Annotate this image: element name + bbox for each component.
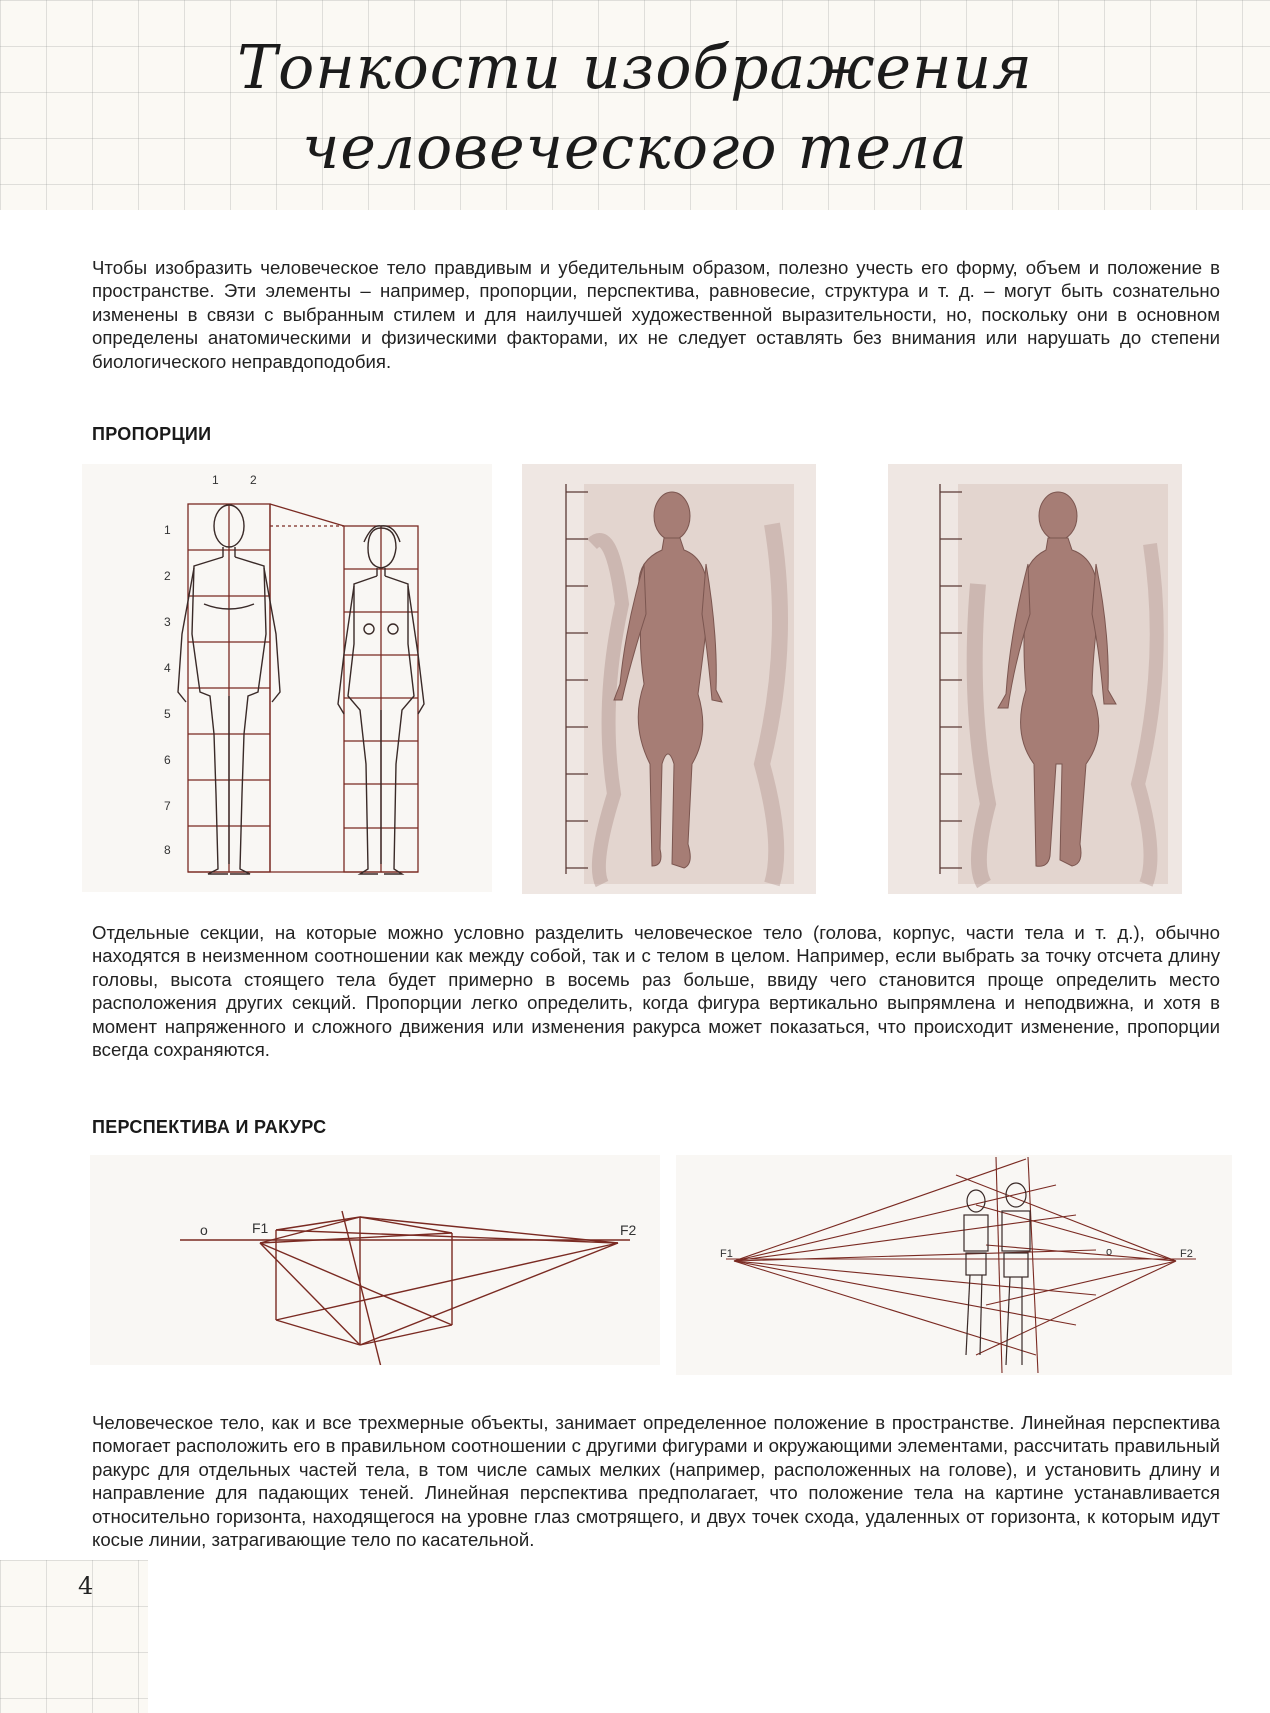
row-label: 1 <box>164 523 171 537</box>
section-heading-perspective: ПЕРСПЕКТИВА И РАКУРС <box>92 1117 327 1137</box>
vanishing-point-left-label: F1 <box>252 1220 269 1236</box>
front-figure-svg <box>522 464 816 894</box>
title-line-2: человеческого тела <box>302 113 968 183</box>
row-label: 6 <box>164 753 171 767</box>
page-title <box>0 28 1270 188</box>
section-heading-proportions: ПРОПОРЦИИ <box>92 424 212 444</box>
vanishing-point-right-label: F2 <box>1180 1248 1193 1260</box>
back-figure-painting <box>888 464 1182 894</box>
perspective-figures-diagram <box>676 1155 1232 1375</box>
row-label: 3 <box>164 615 171 629</box>
vanishing-point-right-label: F2 <box>620 1222 637 1238</box>
row-label: 7 <box>164 799 171 813</box>
row-label: 5 <box>164 707 171 721</box>
intro-paragraph: Чтобы изобразить человеческое тело правдивым и убедительным образом, полезно учесть его форму, объем и положение в пространстве. Эти элементы – например, пропорции, перспектива, равновесие, структура и т. д. – могут быть сознательно изменены в связи с выбранным стилем и для наилучшей художественной выразительности, но, поскольку они в основном определены анатомическими и физическими факторами, их не следует оставлять без внимания или нарушать до степени биологического неправдоподобия. <box>92 257 1220 372</box>
perspective-box-diagram <box>90 1155 660 1365</box>
perspective-paragraph: Человеческое тело, как и все трехмерные объекты, занимает определенное положение в пространстве. Линейная перспектива помогает расположить его в правильном соотношении с другими фигурами и окружающими элементами, рассчитать правильный ракурс для отдельных частей тела, в том числе самых мелких (например, расположенных на голове), и установить длину и направление для падающих теней. Линейная перспектива предполагает, что положение тела на картине устанавливается относительно горизонта, находящегося на уровне глаз смотрящего, и двух точек схода, удаленных от горизонта, к которым идут косые линии, затрагивающие тело по касательной. <box>92 1412 1220 1551</box>
column-label: 2 <box>250 473 257 487</box>
column-label: 1 <box>212 473 219 487</box>
horizon-label: o <box>1106 1246 1113 1258</box>
proportions-paragraph: Отдельные секции, на которые можно условно разделить человеческое тело (голова, корпус, части тела и т. д.), обычно находятся в неизменном соотношении как между собой, так и с телом в целом. Например, если выбрать за точку отсчета длину головы, высота стоящего тела будет примерно в восемь раз больше, ввиду чего становится проще определить место расположения других секций. Пропорции легко определить, когда фигура вертикально выпрямлена и неподвижна, и хотя в момент напряженного и сложного движения или изменения ракурса может показаться, что происходит изменение, пропорции всегда сохраняются. <box>92 922 1220 1061</box>
title-line-1: Тонкости изображения <box>237 33 1033 103</box>
corner-grid-paper <box>0 1560 148 1713</box>
proportion-grid-svg <box>82 464 492 892</box>
perspective-box-svg <box>90 1155 660 1365</box>
horizon-label: o <box>200 1222 208 1238</box>
vanishing-point-left-label: F1 <box>720 1248 733 1260</box>
front-figure-painting <box>522 464 816 894</box>
row-label: 8 <box>164 843 171 857</box>
proportion-grid-diagram <box>82 464 492 892</box>
page-number: 4 <box>78 1572 94 1600</box>
header-grid-band <box>0 0 1270 210</box>
row-label: 4 <box>164 661 171 675</box>
row-label: 2 <box>164 569 171 583</box>
perspective-figures-svg <box>676 1155 1232 1375</box>
back-figure-svg <box>888 464 1182 894</box>
